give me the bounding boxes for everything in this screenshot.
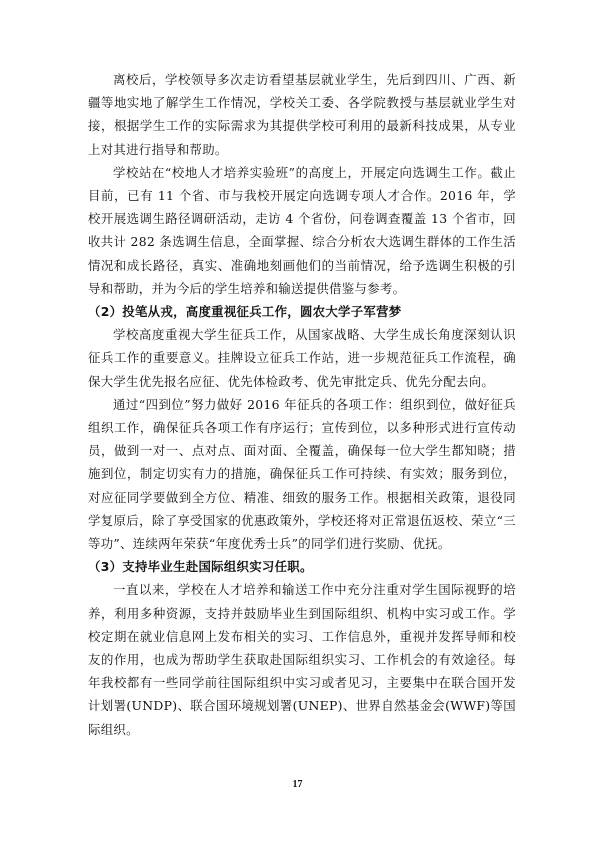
section-heading-international-internships: （3）支持毕业生赴国际组织实习任职。 [88,559,313,575]
paragraph-grassroots-visits: 离校后，学校领导多次走访看望基层就业学生，先后到四川、广西、新疆等地实地了解学生工作情况，学校关工委、各学院教授与基层就业学生对接，根据学生工作的实际需求为其提供学校可利用的最新科技成果，从专业上对其进行指导和帮助。 [88,72,516,157]
paragraph-selected-graduates: 学校站在“校地人才培养实验班”的高度上，开展定向选调生工作。截止目前，已有 11 个省、市与我校开展定向选调专项人才合作。2016 年，学校开展选调生路径调研活动，走访 4 个省份，问卷调查覆盖 13 个省市，回收共计 282 条选调生信息，全面掌握、综合分析农大选调生群体的工作生活情况和成长路径，真实、准确地刻画他们的当前情况，给予选调生积极的引导和帮助，并为今后的学生培养和输送提供借鉴与参考。 [88,164,516,296]
paragraph-international-organizations: 一直以来，学校在人才培养和输送工作中充分注重对学生国际视野的培养，利用多种资源，支持并鼓励毕业生到国际组织、机构中实习或工作。学校定期在就业信息网上发布相关的实习、工作信息外，重视并发挥导师和校友的作用，也成为帮助学生获取赴国际组织实习、工作机会的有效途径。每年我校都有一些同学前往国际组织中实习或者见习，主要集中在联合国开发计划署(UNDP)、联合国环境规划署(UNEP)、世界自然基金会(WWF)等国际组织。 [88,582,516,737]
page-number: 17 [292,779,303,790]
paragraph-recruitment-importance: 学校高度重视大学生征兵工作，从国家战略、大学生成长角度深刻认识征兵工作的重要意义。挂牌设立征兵工作站，进一步规范征兵工作流程，确保大学生优先报名应征、优先体检政考、优先审批定兵、优先分配去向。 [88,327,516,389]
document-body [88,68,516,741]
paragraph-four-in-place: 通过“四到位”努力做好 2016 年征兵的各项工作：组织到位，做好征兵组织工作，确保征兵各项工作有序运行；宣传到位，以多种形式进行宣传动员，做到一对一、点对点、面对面、全覆盖，确保每一位大学生都知晓；措施到位，制定切实有力的措施，确保征兵工作可持续、有实效；服务到位，对应征同学要做到全方位、精准、细致的服务工作。根据相关政策，退役同学复原后，除了享受国家的优惠政策外，学校还将对正常退伍返校、荣立“三等功”、连续两年荣获“年度优秀士兵”的同学们进行奖励、优抚。 [88,396,516,552]
section-heading-military-recruitment: （2）投笔从戎，高度重视征兵工作，圆农大学子军营梦 [88,304,402,320]
